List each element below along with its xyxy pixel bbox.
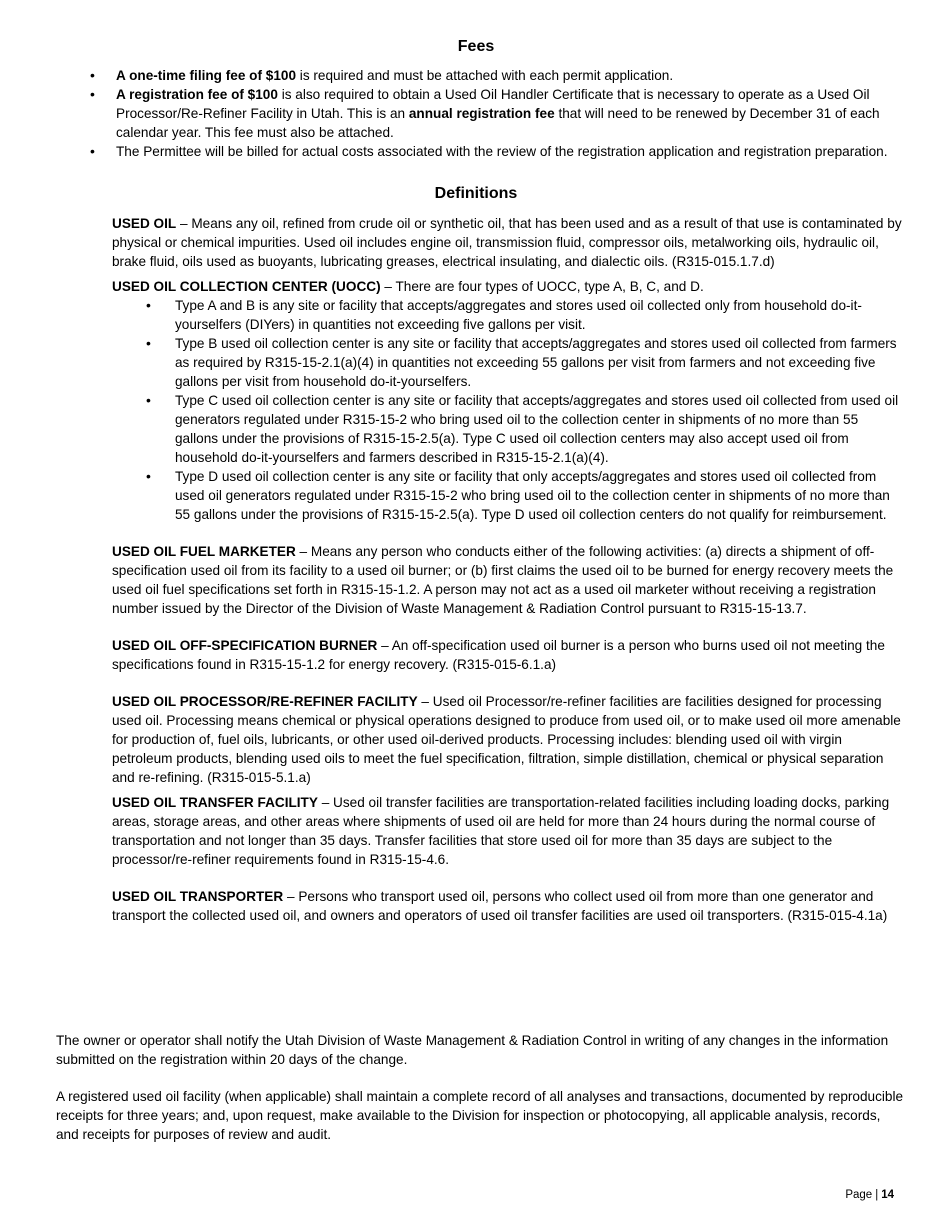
notify-paragraph: The owner or operator shall notify the Utah Division of Waste Management & Radiation Control in writing of any changes in the information submitted on the registration within 20 days of the change.: [56, 1033, 889, 1067]
definition-transfer-facility: [112, 793, 902, 869]
fee-item-text: is also required to obtain a Used Oil Handler Certificate that is necessary to operate as a Used Oil Processor/Re-Refiner Facility in Utah. This is an: [116, 87, 870, 121]
records-paragraph: A registered used oil facility (when applicable) shall maintain a complete record of all analyses and transactions, documented by reproducible receipts for three years; and, upon request, make available to the Division for inspection or photocopying, all applicable analysis, records, and receipts for purposes of review and audit.: [56, 1089, 904, 1142]
definitions-body: [112, 214, 902, 925]
definition-off-spec-burner: [112, 636, 902, 674]
uocc-types-list: [146, 296, 902, 524]
page-label: Page: [845, 1189, 873, 1201]
definition-term: USED OIL OFF-SPECIFICATION BURNER: [112, 638, 378, 653]
fee-item-text-renewal: that will need to be renewed by December 31 of each calendar year. This fee must also be attached.: [116, 106, 880, 140]
page-footer: [845, 1186, 894, 1205]
definition-transporter: [112, 887, 902, 925]
fee-item-bold: A registration fee of $100: [116, 87, 278, 102]
uocc-type-a-b: • Type A and B is any site or facility that accepts/aggregates and stores used oil collected only from household do-it-yourselfers (DIYers) in quantities not exceeding five gallons per visit.: [146, 296, 902, 334]
definition-fuel-marketer: [112, 542, 902, 618]
fee-item-text: is required and must be attached with each permit application.: [296, 68, 674, 83]
definitions-heading: Definitions: [434, 185, 518, 202]
definition-term: USED OIL TRANSPORTER: [112, 889, 284, 904]
definition-text: – There are four types of UOCC, type A, B, C, and D.: [380, 279, 704, 294]
fee-item-filing: [90, 66, 898, 85]
fees-heading: Fees: [457, 38, 495, 55]
fee-item-text: The Permittee will be billed for actual costs associated with the review of the registration application and registration preparation.: [116, 144, 888, 159]
uocc-type-c: • Type C used oil collection center is any site or facility that accepts/aggregates and stores used oil collected from used oil generators regulated under R315-15-2 who bring used oil to the collection center in shipments of no more than 55 gallons under the provisions of R315-15-2.5(a). Type C used oil collection centers may also accept used oil from household do-it-yourselfers and farmers described in R315-15-2.1(a)(4).: [146, 391, 902, 467]
fee-item-billing: [90, 142, 898, 161]
definition-used-oil: [112, 214, 902, 271]
fees-list: [90, 66, 898, 161]
definition-term: USED OIL: [112, 216, 177, 231]
definition-text: – An off-specification used oil burner is a person who burns used oil not meeting the specifications found in R315-15-1.2 for energy recovery. (R315-015-6.1.a): [112, 638, 885, 672]
definition-term: USED OIL TRANSFER FACILITY: [112, 795, 318, 810]
definition-text: – Means any oil, refined from crude oil or synthetic oil, that has been used and as a result of that use is contaminated by physical or chemical impurities. Used oil includes engine oil, transmission fluid, compressor oils, metalworking oils, hydraulic oil, brake fluid, oils used as buoyants, lubricating greases, electrical insulating, and dialectic oils. (R315-015.1.7.d): [112, 216, 902, 269]
definition-text: – Means any person who conducts either of the following activities: (a) directs a shipment of off-specification used oil from its facility to a used oil burner; or (b) first claims the used oil to be burned for energy recovery meets the used oil fuel specifications set forth in R315-15-1.2. A person may not act as a used oil marketer without receiving a registration number issued by the Director of the Division of Waste Management & Radiation Control pursuant to R315-15-13.7.: [112, 544, 894, 616]
page-separator: |: [875, 1189, 879, 1201]
definition-processor: [112, 692, 902, 787]
fee-item-registration: [90, 85, 898, 142]
uocc-type-b: • Type B used oil collection center is any site or facility that accepts/aggregates and stores used oil collected from farmers as required by R315-15-2.1(a)(4) in quantities not exceeding 55 gallons per visit from farmers and not exceeding five gallons per visit from household do-it-yourselfers.: [146, 334, 902, 391]
definition-text: – Persons who transport used oil, persons who collect used oil from more than one generator and transport the collected used oil, and owners and operators of used oil transfer facilities are used oil transporters. (R315-015-4.1a): [112, 889, 888, 923]
definition-uocc: [112, 277, 902, 296]
uocc-type-d: • Type D used oil collection center is any site or facility that only accepts/aggregates and stores used oil collected from used oil generators regulated under R315-15-2 who bring used oil to the collection center in shipments of no more than 55 gallons under the provisions of R315-15-2.5(a). Type D used oil collection centers do not qualify for reimbursement.: [146, 467, 902, 524]
definition-text: – Used oil Processor/re-refiner facilities are facilities designed for processing used oil. Processing means chemical or physical operations designed to produce from used oil, or to make used oil more amenable for production of, fuel oils, lubricants, or other used oil-derived products. Processing includes: blending used oil with virgin petroleum products, blending used oils to meet the fuel specification, filtration, simple distillation, chemical or physical separation and re-refining. (R315-015-5.1.a): [112, 694, 901, 785]
definition-term: USED OIL PROCESSOR/RE-REFINER FACILITY: [112, 694, 418, 709]
definition-term: USED OIL COLLECTION CENTER (UOCC): [112, 279, 381, 294]
definition-term: USED OIL FUEL MARKETER: [112, 544, 296, 559]
page-number: 14: [881, 1189, 894, 1201]
fee-item-bold: A one-time filing fee of $100: [116, 68, 297, 83]
fee-item-bold-annual: annual registration fee: [408, 106, 555, 121]
definition-text: – Used oil transfer facilities are transportation-related facilities including loading docks, parking areas, storage areas, and other areas where shipments of used oil are held for more than 24 hours during the normal course of transportation and not longer than 35 days. Transfer facilities that store used oil for more than 35 days are subject to the processor/re-refiner requirements found in R315-15-4.6.: [112, 795, 890, 867]
